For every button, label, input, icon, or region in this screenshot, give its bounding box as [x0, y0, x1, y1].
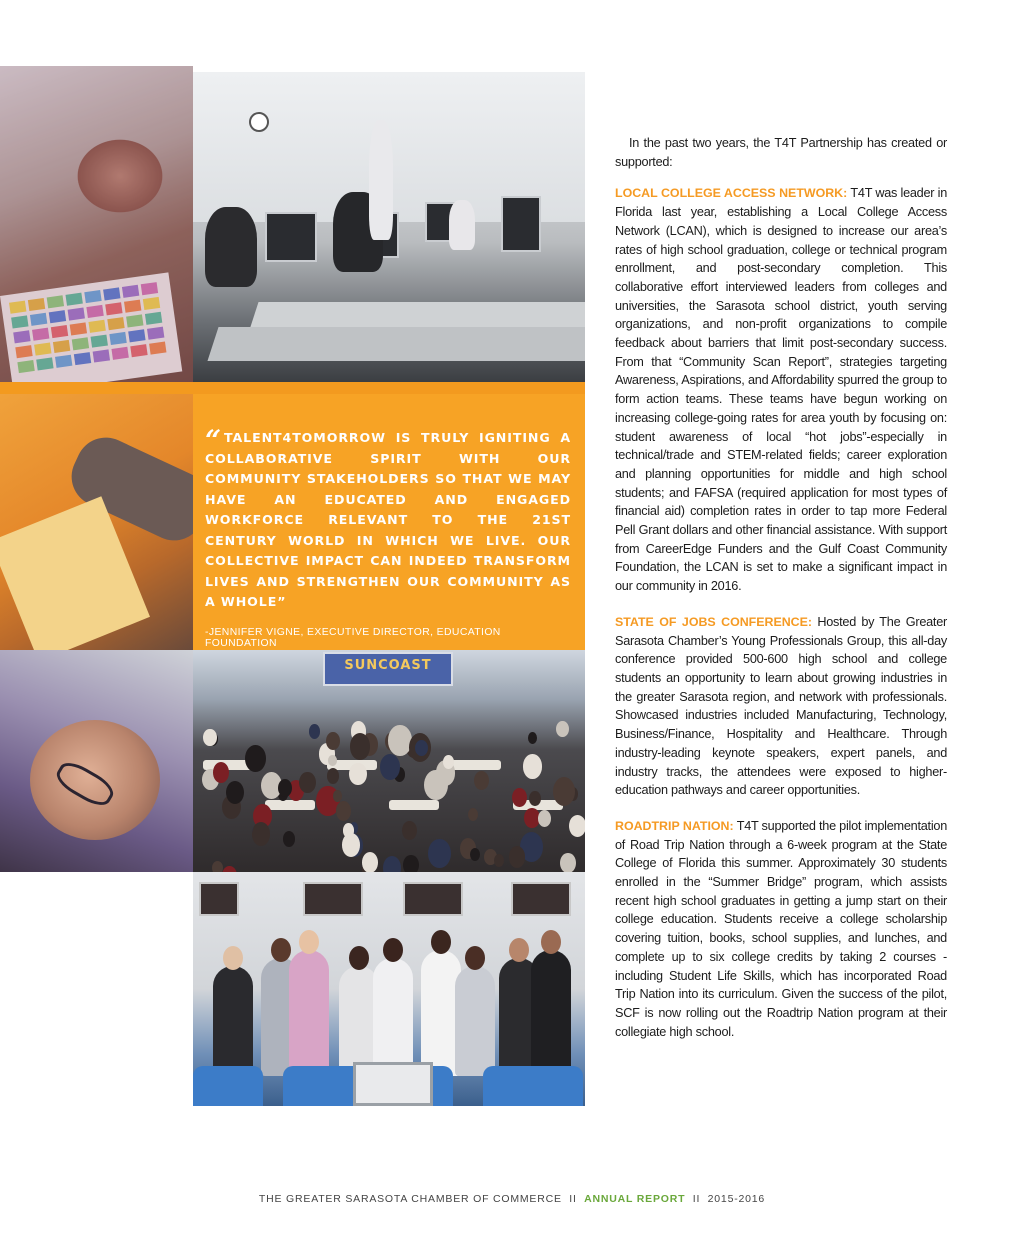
footer-separator: II	[569, 1193, 577, 1205]
photo-student-glasses	[0, 650, 193, 872]
section-heading: LOCAL COLLEGE ACCESS NETWORK:	[615, 186, 848, 201]
open-quote-icon: “	[205, 424, 223, 457]
footer-org: THE GREATER SARASOTA CHAMBER OF COMMERCE	[258, 1193, 562, 1205]
footer-report: ANNUAL REPORT	[584, 1193, 686, 1205]
accent-strip	[0, 382, 585, 394]
section-state-of-jobs	[615, 613, 947, 800]
photo-student-writing	[0, 394, 193, 650]
section-body: T4T was leader in Florida last year, establishing a Local College Access Network (LCAN), which is designed to increase our area’s rates of high school graduation, college or technical program enrollment, and post-secondary completion. This collaborative effort interviewed leaders from colleges and universities, the Sarasota school district, youth serving organizations, and non-profit organizations to compile feedback about barriers that limit post-secondary success. From that “Community Scan Report”, strategies targeting Awareness, Aspirations, and Affordability spurred the group to form action teams. These teams have begun working on increasing college-going rates for area youth by focusing on: student awareness of local “hot jobs”-especially in technical/trade and STEM-related fields; career exploration and planning opportunities for middle and high school students; and FAFSA (required application for most types of financial aid) completion rates in order to tap more Federal Pell Grant dollars and other financial assistance. With support from CareerEdge Funders and the Gulf Coast Community Foundation, the LCAN is set to make a significant impact in our community in 2016.	[615, 186, 948, 594]
section-heading: STATE OF JOBS CONFERENCE:	[615, 614, 813, 629]
footer-separator: II	[692, 1193, 701, 1205]
section-roadtrip-nation	[615, 817, 947, 1041]
quote-text: “ TALENT4TOMORROW IS TRULY IGNITING A COLLABORATIVE SPIRIT WITH OUR COMMUNITY STAKEHOLDERS SO THAT WE MAY HAVE AN EDUCATED AND ENGAGED WORKFORCE RELEVANT TO THE 21ST CENTURY WORLD IN WHICH WE LIVE. OUR COLLECTIVE IMPACT CAN INDEED TRANSFORM LIVES AND STRENGTHEN OUR COMMUNITY AS A WHOLE”	[205, 424, 571, 609]
footer-years: 2015-2016	[707, 1193, 766, 1205]
photo-computer-lab	[193, 72, 585, 382]
photo-conference-cafeteria	[193, 650, 585, 872]
suncoast-banner: SUNCOAST	[323, 652, 453, 686]
section-body: T4T supported the pilot implementation of Road Trip Nation through a 6-week program at the State College of Florida this summer. Approximately 30 students enrolled in the “Summer Bridge” program, which assists recent high school graduates in getting a jump start on their college education. Students receive a college scholarship covering tuition, books, school supplies, and lunches, and complete up to six college credits by taking 2 courses - including Student Life Skills, which has incorporated Road Trip Nation into its curriculum. Given the success of the pilot, SCF is now rolling out the Roadtrip Nation program at their collegiate high school.	[615, 818, 948, 1039]
photo-roadtrip-group	[193, 872, 585, 1106]
section-body: Hosted by The Greater Sarasota Chamber’s Young Professionals Group, this all-day conference provided 500-600 high school and college students an opportunity to learn about growing industries in the greater Sarasota region, and network with professionals. Showcased industries included Manufacturing, Technology, Business/Finance, Hospitality and Healthcare. Through industry-leading keynote speakers, expert panels, and industry tracks, the attendees were exposed to higher-education pathways and career opportunities.	[615, 614, 947, 798]
page-footer	[0, 1193, 1024, 1205]
quote-attribution: -JENNIFER VIGNE, EXECUTIVE DIRECTOR, EDUCATION FOUNDATION	[205, 626, 501, 649]
article-column	[615, 134, 947, 1054]
article-intro: In the past two years, the T4T Partnership has created or supported:	[615, 136, 947, 169]
section-lcan	[615, 184, 947, 595]
wall-clock-icon	[249, 112, 269, 132]
section-heading: ROADTRIP NATION:	[615, 818, 734, 833]
photo-student-color-palette	[0, 66, 193, 382]
pull-quote	[193, 394, 585, 650]
